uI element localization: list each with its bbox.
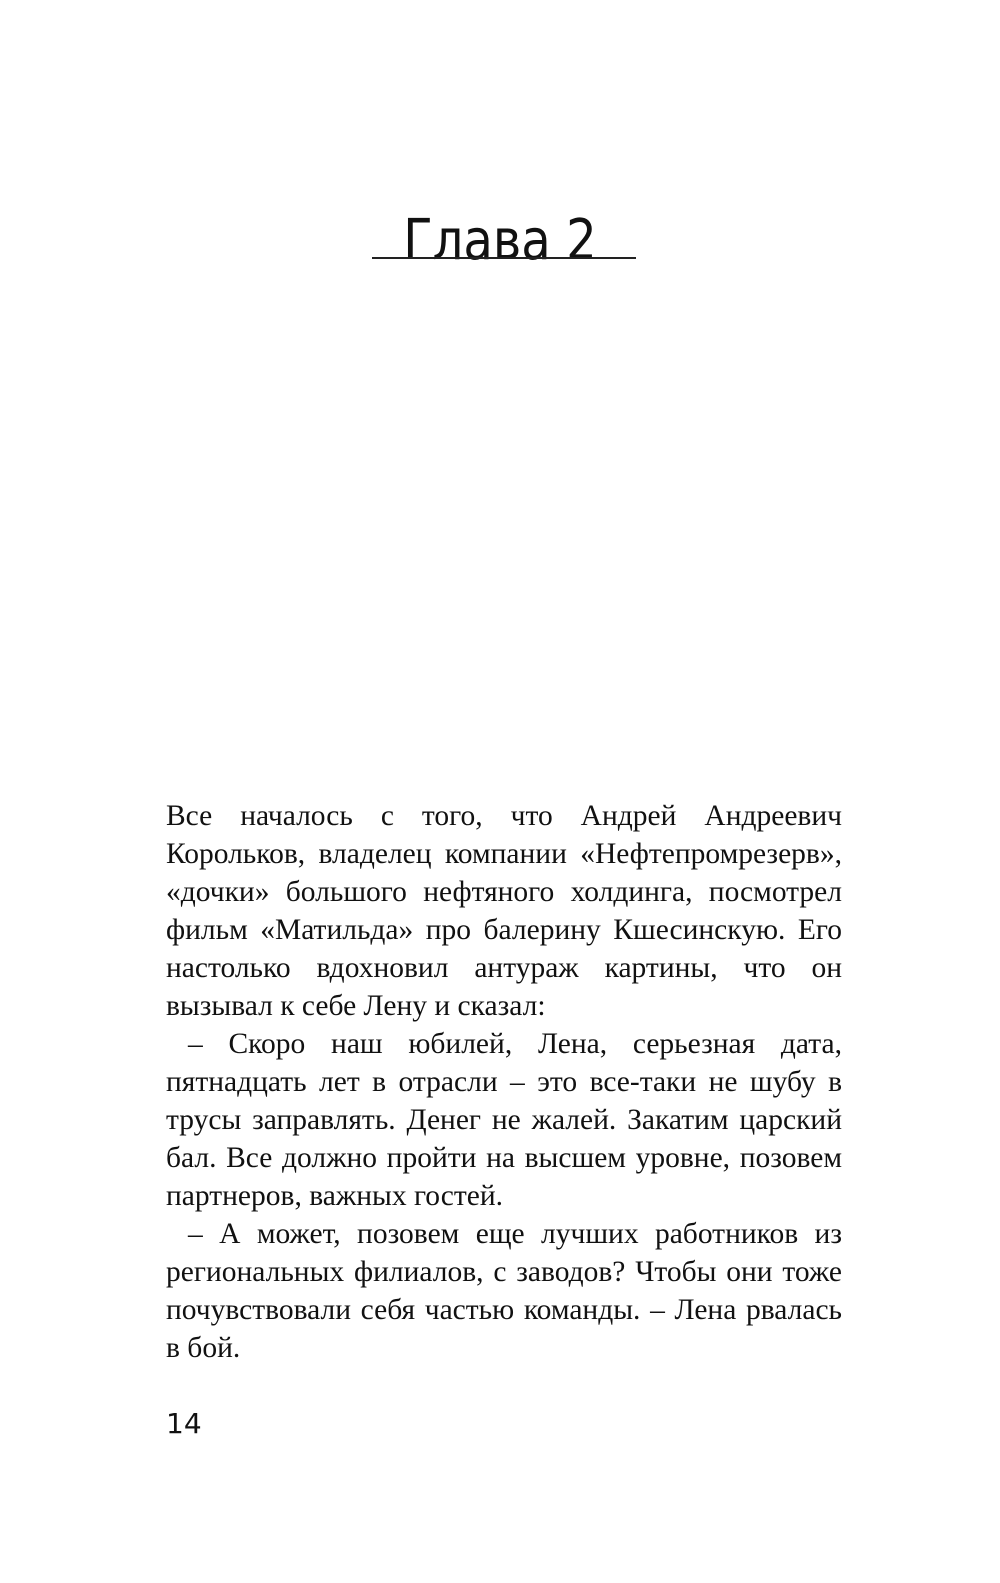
title-divider	[372, 257, 636, 259]
paragraph-2: – Скоро наш юбилей, Лена, серьезная дата, пятнадцать лет в отрасли – это все-таки не шубу в трусы заправлять. Денег не жалей. Закатим царский бал. Все должно пройти на высшем уровне, позовем партнеров, важных гостей.	[166, 1028, 842, 1212]
paragraph-3: – А может, позовем еще лучших работников из региональных филиалов, с заводов? Чтобы они тоже почувствовали себя частью команды. – Лена рвалась в бой.	[166, 1218, 842, 1364]
body-text	[166, 797, 842, 1367]
paragraph-1: Все началось с того, что Андрей Андреевич Корольков, владелец компании «Нефтепромрезерв», «дочки» большого нефтяного холдинга, посмотрел фильм «Матильда» про балерину Кшесинскую. Его настолько вдохновил антураж картины, что он вызывал к себе Лену и сказал:	[166, 800, 842, 1022]
chapter-title: Глава 2	[403, 207, 597, 273]
page-number: 14	[166, 1407, 202, 1440]
